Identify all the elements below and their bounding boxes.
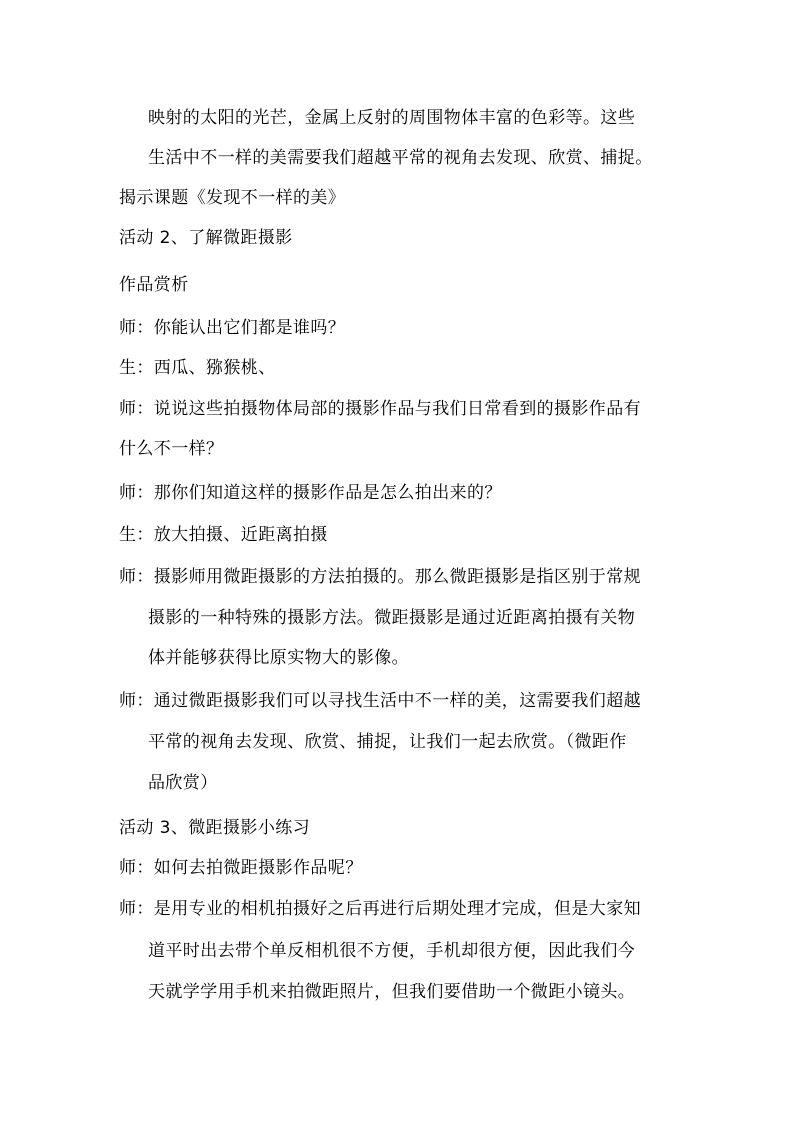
activity-3-heading: 活动 3、微距摄影小练习 (119, 818, 311, 838)
dialogue-teacher: 师：那你们知道这样的摄影作品是怎么拍出来的？ (119, 483, 502, 503)
dialogue-continuation: 什么不一样？ (119, 439, 224, 459)
dialogue-continuation: 体并能够获得比原实物大的影像。 (148, 648, 409, 668)
dialogue-continuation: 天就学学用手机来拍微距照片，但我们要借助一个微距小镜头。 (148, 982, 636, 1002)
lesson-topic: 揭示课题《发现不一样的美》 (119, 188, 346, 208)
dialogue-continuation: 道平时出去带个单反相机很不方便，手机却很方便，因此我们今 (148, 941, 636, 961)
text-line-2: 生活中不一样的美需要我们超越平常的视角去发现、欣赏、捕捉。 (148, 148, 653, 168)
dialogue-student: 生：放大拍摄、近距离拍摄 (119, 525, 328, 545)
dialogue-continuation: 平常的视角去发现、欣赏、捕捉，让我们一起去欣赏。（微距作 (148, 732, 627, 752)
text-line-1: 映射的太阳的光芒，金属上反射的周围物体丰富的色彩等。这些 (148, 108, 636, 128)
dialogue-student: 生：西瓜、猕猴桃、 (119, 358, 276, 378)
section-heading: 作品赏析 (119, 275, 189, 295)
dialogue-teacher: 师：如何去拍微距摄影作品呢？ (119, 858, 363, 878)
dialogue-continuation: 摄影的一种特殊的摄影方法。微距摄影是通过近距离拍摄有关物 (148, 608, 636, 628)
activity-2-heading: 活动 2、了解微距摄影 (119, 228, 293, 248)
dialogue-continuation: 品欣赏） (148, 773, 218, 793)
dialogue-teacher: 师：摄影师用微距摄影的方法拍摄的。那么微距摄影是指区别于常规 (119, 567, 641, 587)
dialogue-teacher: 师：是用专业的相机拍摄好之后再进行后期处理才完成，但是大家知 (119, 899, 641, 919)
dialogue-teacher: 师：通过微距摄影我们可以寻找生活中不一样的美，这需要我们超越 (119, 691, 641, 711)
dialogue-teacher: 师：你能认出它们都是谁吗？ (119, 318, 346, 338)
dialogue-teacher: 师：说说这些拍摄物体局部的摄影作品与我们日常看到的摄影作品有 (119, 399, 641, 419)
